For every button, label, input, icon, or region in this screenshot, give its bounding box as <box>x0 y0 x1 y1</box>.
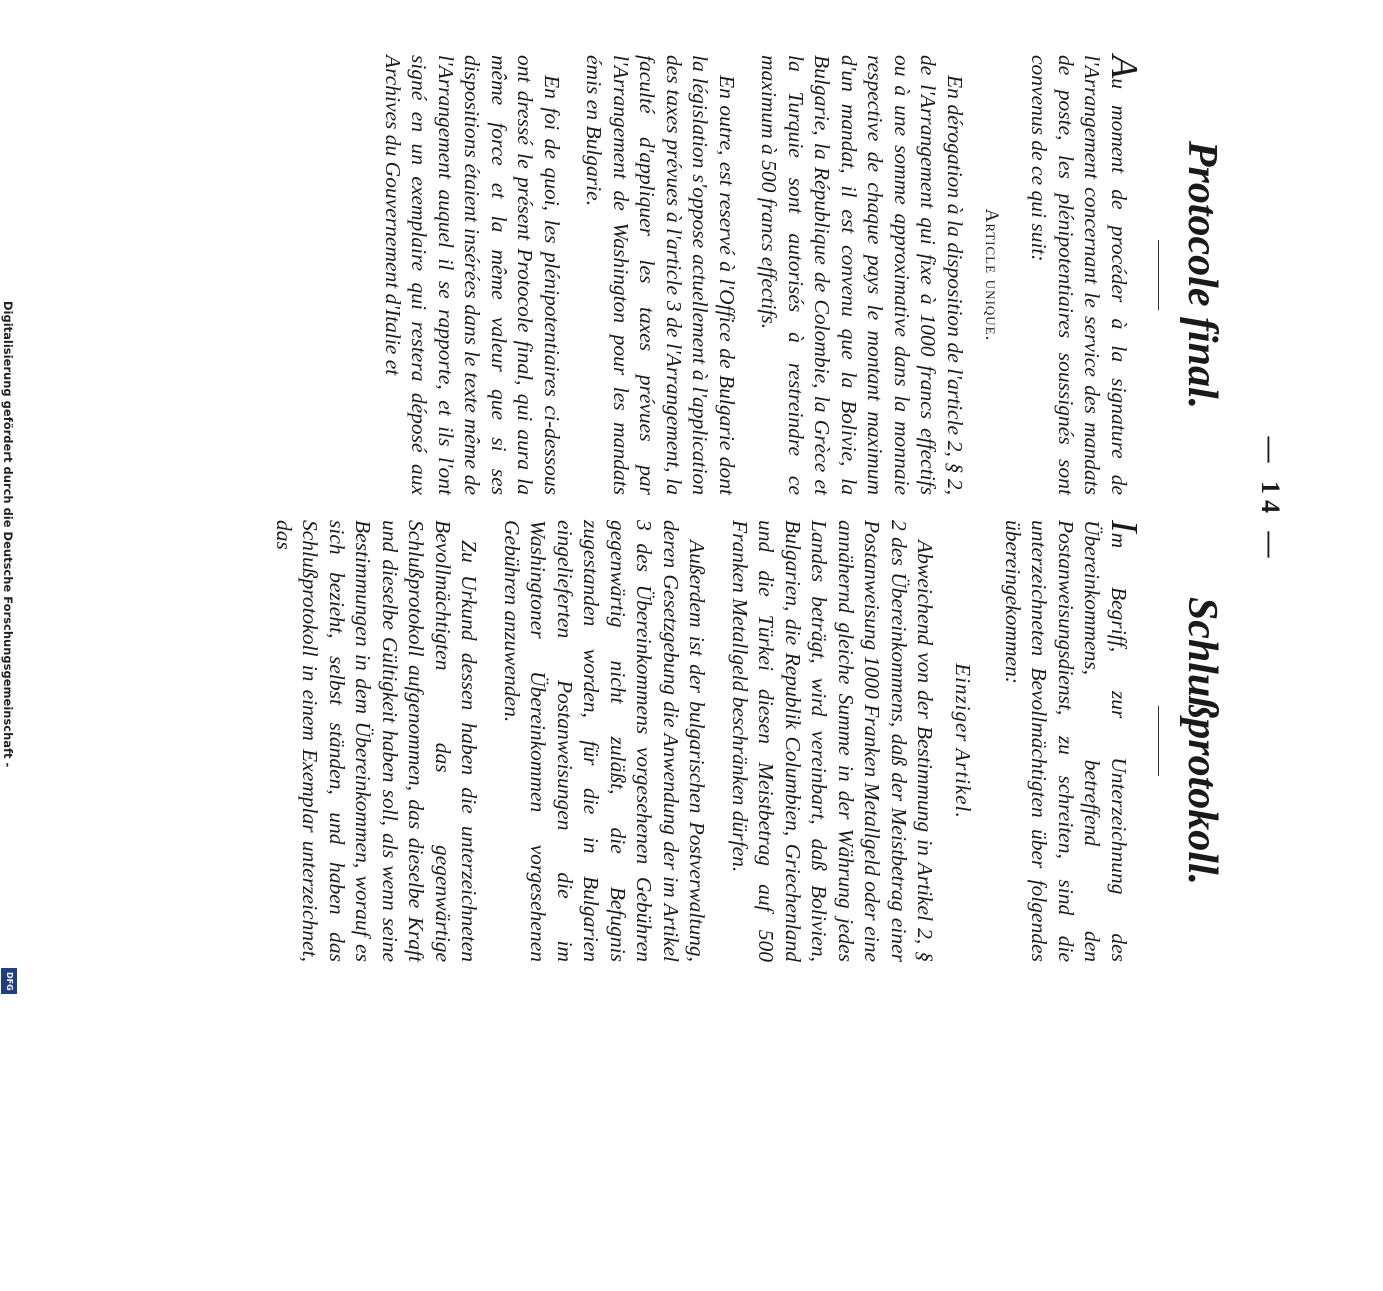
german-paragraph: Außerdem ist der bulgarischen Postverwaltung, deren Gesetzgebung die Anwendung der im Artikel 3 des Übereinkommens vorgesehenen Gebühren gegenwärtig nicht zuläßt, die Befugnis zugestanden worden, für die in Bulgarien eingelieferten Postanweisungen die im Washingtoner Übereinkommen vorgesehenen Gebühren anzuwenden. <box>499 520 710 962</box>
german-dropcap: I <box>1102 520 1145 533</box>
french-dropcap: A <box>1102 55 1145 79</box>
french-column <box>363 55 1225 495</box>
french-intro <box>1026 55 1145 495</box>
french-article-heading: Article unique. <box>980 208 1002 342</box>
title-divider <box>1158 706 1159 776</box>
french-paragraph: En foi de quoi, les plénipotentiaires ci-dessous ont dressé le présent Protocole final, qui aura la même force et la même valeur que si ses dispositions étaient insérées dans le texte même de l'Arrangement auquel il se rapporte, et ils l'ont signé en un exemplaire qui restera déposé aux Archives du Gouvernement d'Italie et <box>380 55 564 495</box>
french-title: Protocole final. <box>1179 140 1225 410</box>
german-intro-text: m Begriff, zur Unterzeichnung des Übereinkommens, betreffend den Postanweisungsdienst, zu schreiten, sind die unterzeichneten Bevollmächtigten über folgendes übereingekommen: <box>1000 520 1131 962</box>
french-intro-text: u moment de procéder à la signature de l'Arrangement concernant le service des mandats de poste, les plénipotentiaires soussignés sont convenus de ce qui suit: <box>1027 55 1131 495</box>
german-article-heading: Einziger Artikel. <box>951 663 976 819</box>
title-divider <box>1158 240 1159 310</box>
german-paragraph: Zu Urkund dessen haben die unterzeichneten Bevollmächtigten das gegenwärtige Schlußprotokoll aufgenommen, das dieselbe Kraft und dieselbe Gültigkeit haben soll, als wenn seine Bestimmungen in dem Übereinkommen, worauf es sich bezieht, selbst ständen, und haben das Schlußprotokoll in einem Exemplar unterzeichnet, das <box>271 520 482 962</box>
german-title: Schlußprotokoll. <box>1179 596 1225 886</box>
german-paragraph: Abweichend von der Bestimmung in Artikel 2, § 2 des Übereinkommens, daß der Meistbetrag einer Postanweisung 1000 Franken Metallgeld oder eine annähernd gleiche Summe in der Währung jedes Landes beträgt, wird vereinbart, daß Bolivien, Bulgarien, die Republik Columbien, Griechenland und die Türkei diesen Meistbetrag auf 500 Franken Metallgeld beschränken dürfen. <box>727 520 938 962</box>
dfg-logo-icon: DFG <box>1 968 17 994</box>
german-intro <box>999 520 1145 962</box>
french-paragraph: En dérogation à la disposition de l'article 2, § 2, de l'Arrangement qui fixe à 1000 francs effectifs ou à une somme approximative dans la monnaie respective de chaque pays le montant maximum d'un mandat, il est convenu que la Bolivie, la Bulgarie, la République de Colombie, la Grèce et la Turquie sont autorisés à restreindre ce maximum à 500 francs effectifs. <box>757 55 967 495</box>
page-number: — 14 — <box>1256 436 1285 564</box>
german-column <box>254 520 1225 962</box>
digitization-credit: Digitalisierung gefördert durch die Deutsche Forschungsgemeinschaft - <box>1 301 15 768</box>
french-paragraph: En outre, est reservé à l'Office de Bulgarie dont la législation s'oppose actuellement à l'application des taxes prévues à l'article 3 de l'Arrangement, la faculté d'appliquer les taxes prévues par l'Arrangement de Washington pour les mandats émis en Bulgarie. <box>582 55 739 495</box>
